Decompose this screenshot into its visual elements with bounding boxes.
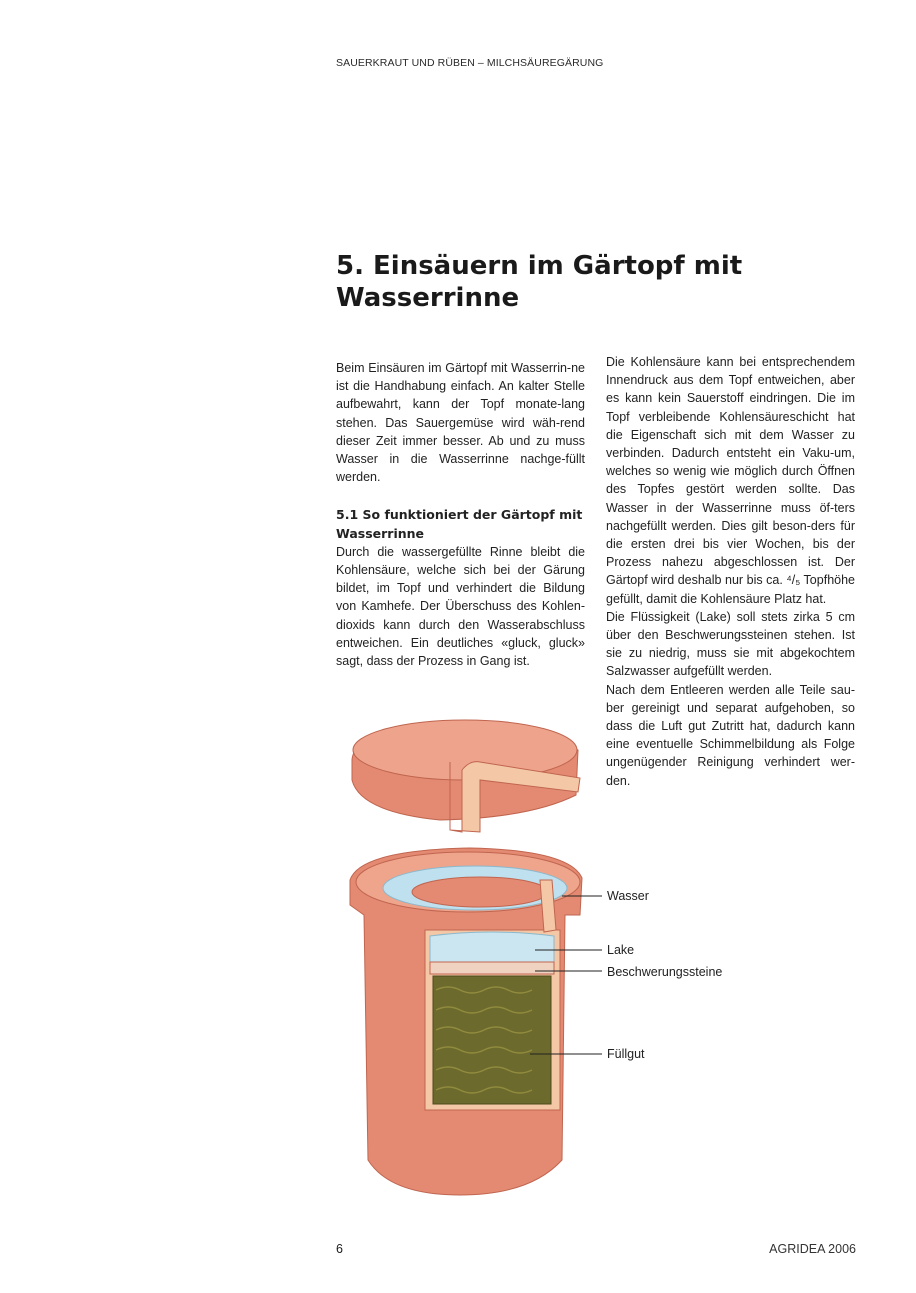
right-paragraph-3: Nach dem Entleeren werden alle Teile sau-ber gereinigt und separat aufgehoben, so dass die Luft gut Zutritt hat, dadurch kann eine eventuelle Schimmelbildung als Folge ungenügender Reinigung verhindert wer-den. [606, 682, 855, 788]
subsection-body: Durch die wassergefüllte Rinne bleibt die Kohlensäure, welche sich bei der Gärung bildet, im Topf und verhindert die Bildung von Kamhefe. Der Überschuss des Kohlen-dioxids kann durch den Wasserabschluss entweichen. Ein deutliches «gluck, gluck» sagt, dass der Prozess in Gang ist. [336, 544, 585, 669]
label-water: Wasser [607, 889, 649, 903]
right-paragraph-2: Die Flüssigkeit (Lake) soll stets zirka 5 cm über den Beschwerungssteinen stehen. Ist sie zu niedrig, muss sie mit abgekochtem Salzwasser aufgefüllt werden. [606, 609, 855, 679]
publisher-footer: AGRIDEA 2006 [769, 1242, 856, 1256]
running-head: SAUERKRAUT UND RÜBEN – MILCHSÄUREGÄRUNG [336, 57, 604, 69]
label-filling: Füllgut [607, 1047, 645, 1061]
label-weights: Beschwerungssteine [607, 965, 723, 979]
page-number: 6 [336, 1242, 343, 1256]
page-title: 5. Einsäuern im Gärtopf mit Wasserrinne [336, 251, 743, 313]
subsection-title: 5.1 So funktioniert der Gärtopf mit Wasserrinne [336, 507, 583, 541]
fermentation-crock-illustration [330, 700, 750, 1200]
left-column [336, 359, 585, 670]
crock-lid [352, 720, 580, 832]
crock-body [350, 848, 582, 1195]
intro-paragraph: Beim Einsäuren im Gärtopf mit Wasserrin-ne ist die Handhabung einfach. An kalter Stelle aufbewahrt, kann der Topf monate-lang stehen. Das Sauergemüse wird wäh-rend dieser Zeit immer besser. Ab und zu muss Wasser in die Wasserrinne nachge-füllt werden. [336, 361, 585, 485]
label-brine: Lake [607, 943, 635, 957]
right-paragraph-1: Die Kohlensäure kann bei entsprechendem Innendruck aus dem Topf entweichen, aber es kann kein Sauerstoff eindringen. Die im Topf verbleibende Kohlensäureschicht hat die Eigenschaft sich mit dem Wasser zu verbinden. Dadurch entsteht ein Vaku-um, welches so wenig wie möglich durch Öffnen des Topfes gestört werden sollte. Das Wasser in der Wasserrinne muss öf-ters nachgefüllt werden. Dies gilt beson-ders für die ersten drei bis vier Wochen, bis der Prozess nahezu abgeschlossen ist. Der Gärtopf wird deshalb nur bis ca. ⁴/₅ Topfhöhe gefüllt, damit die Kohlensäure Platz hat. [606, 355, 855, 606]
